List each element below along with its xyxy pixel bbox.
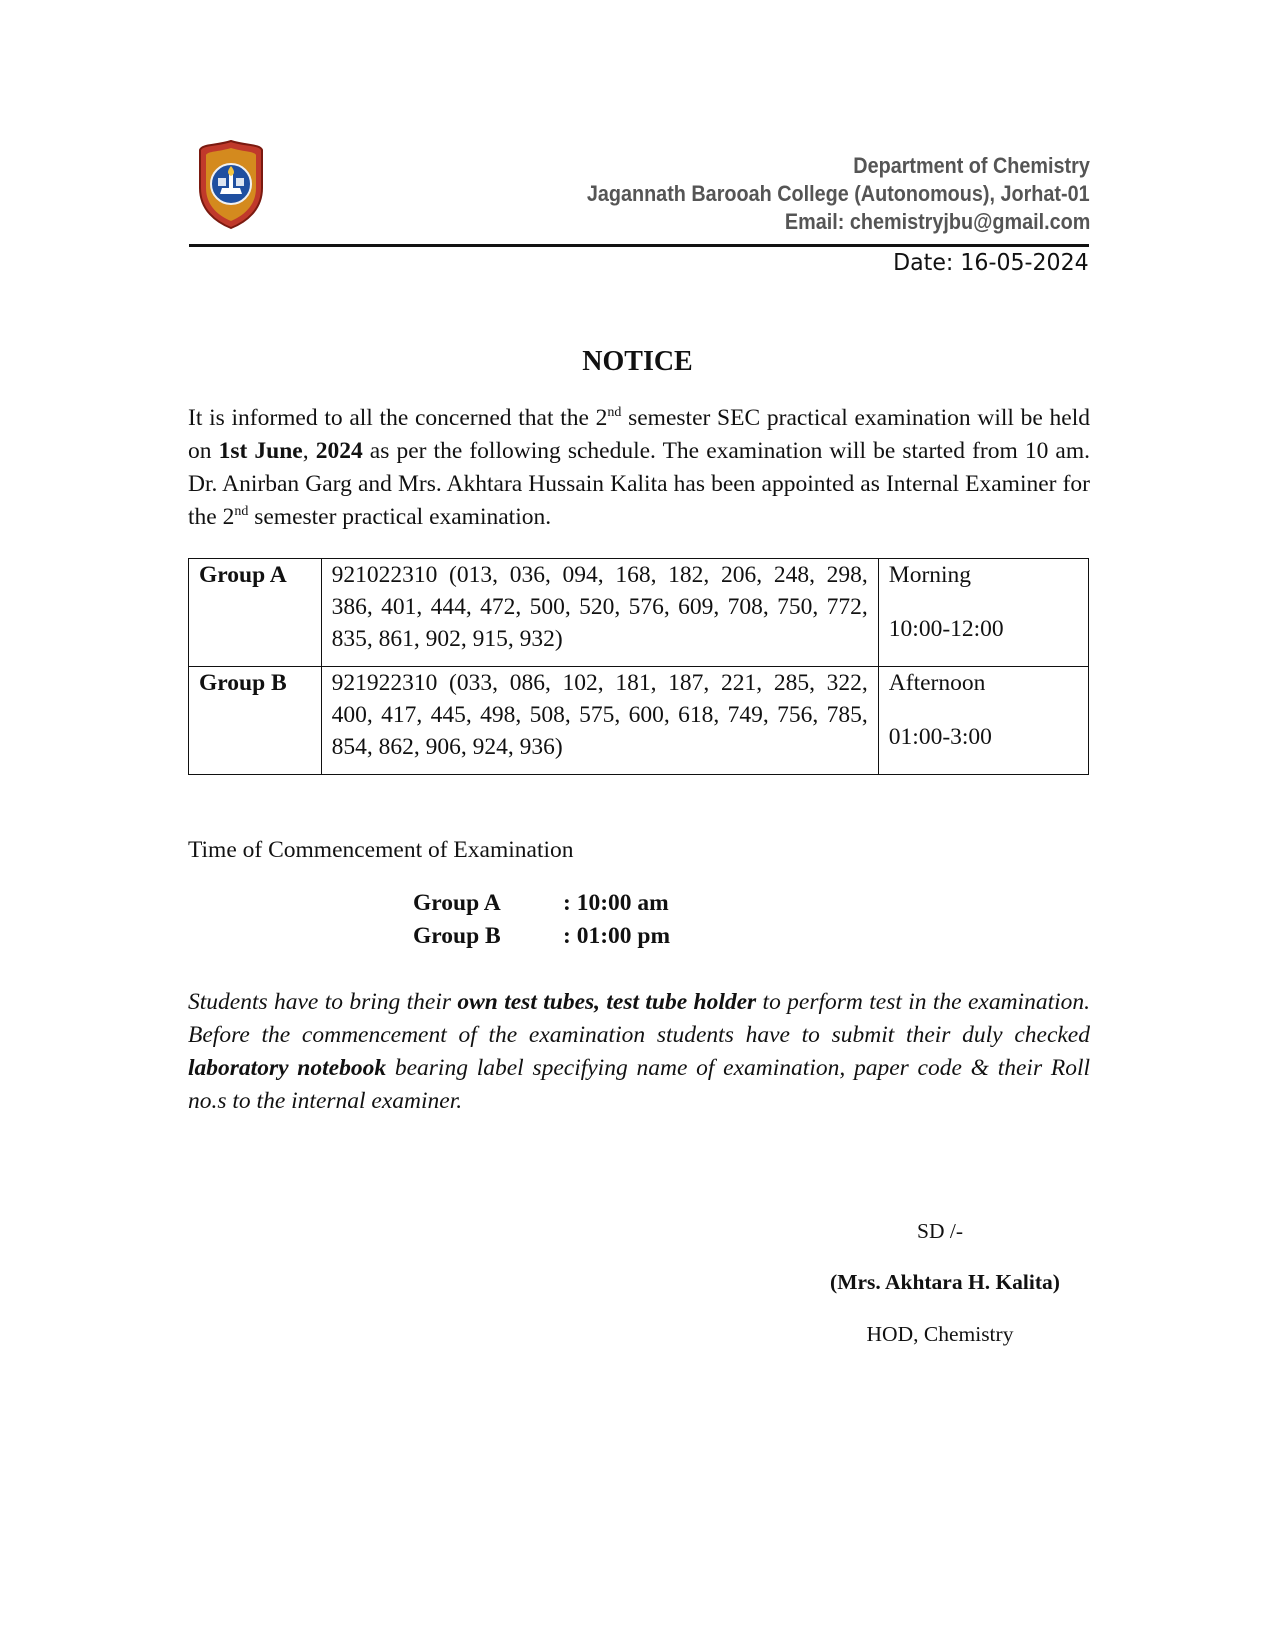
required-notebook: laboratory notebook [188, 1055, 387, 1081]
session-cell [878, 559, 1088, 667]
department-email: Email: chemistryjbu@gmail.com [784, 209, 1090, 234]
required-items: own test tubes, test tube holder [457, 989, 757, 1015]
notice-title: NOTICE [582, 346, 693, 377]
session-time: 01:00-3:00 [888, 724, 992, 750]
signatory-designation: HOD, Chemistry [866, 1322, 1014, 1346]
notice-intro-paragraph: It is informed to all the concerned that the 2nd semester SEC practical examination will be held on 1st June, 2024 as per the following schedule. The examination will be started from 10 am. Dr. Anirban Garg and Mrs. Akhtara Hussain Kalita has been appointed as Internal Examiner for the 2nd semester practical examination. [188, 405, 1091, 530]
commencement-time: : 01:00 pm [563, 923, 671, 949]
exam-date: 1st June [218, 438, 303, 464]
session-name: Afternoon [888, 670, 986, 696]
session-name: Morning [888, 562, 972, 588]
commencement-row [413, 887, 669, 919]
signature-mark: SD /- [917, 1219, 963, 1243]
commencement-group: Group A [413, 890, 501, 916]
commencement-group: Group B [413, 923, 501, 949]
table-row [189, 667, 1089, 775]
commencement-row [413, 920, 670, 952]
commencement-time: : 10:00 am [563, 890, 669, 916]
exam-year: 2024 [315, 438, 363, 464]
header-divider [189, 244, 1089, 247]
commencement-heading: Time of Commencement of Examination [188, 837, 574, 863]
student-instructions: Students have to bring their own test tubes, test tube holder to perform test in the examination. Before the commencement of the examination students have to submit their duly checked laboratory notebook bearing label specifying name of examination, paper code & their Roll no.s to the internal examiner. [188, 989, 1091, 1114]
college-name: Jagannath Barooah College (Autonomous), Jorhat-01 [587, 181, 1090, 206]
signatory-name: (Mrs. Akhtara H. Kalita) [830, 1270, 1060, 1294]
roll-numbers-cell: 921922310 (033, 086, 102, 181, 187, 221, 285, 322, 400, 417, 445, 498, 508, 575, 600, 618, 749, 756, 785, 854, 862, 906, 924, 936) [321, 667, 878, 775]
group-cell: Group A [189, 559, 322, 667]
college-logo-emblem [196, 138, 266, 230]
session-time: 10:00-12:00 [888, 616, 1004, 642]
group-cell: Group B [189, 667, 322, 775]
session-cell [878, 667, 1088, 775]
exam-schedule-table [188, 558, 1089, 775]
roll-numbers-cell: 921022310 (013, 036, 094, 168, 182, 206, 248, 298, 386, 401, 444, 472, 500, 520, 576, 609, 708, 750, 772, 835, 861, 902, 915, 932) [321, 559, 878, 667]
department-name: Department of Chemistry [853, 153, 1090, 178]
table-row [189, 559, 1089, 667]
notice-date: Date: 16-05-2024 [893, 250, 1089, 276]
